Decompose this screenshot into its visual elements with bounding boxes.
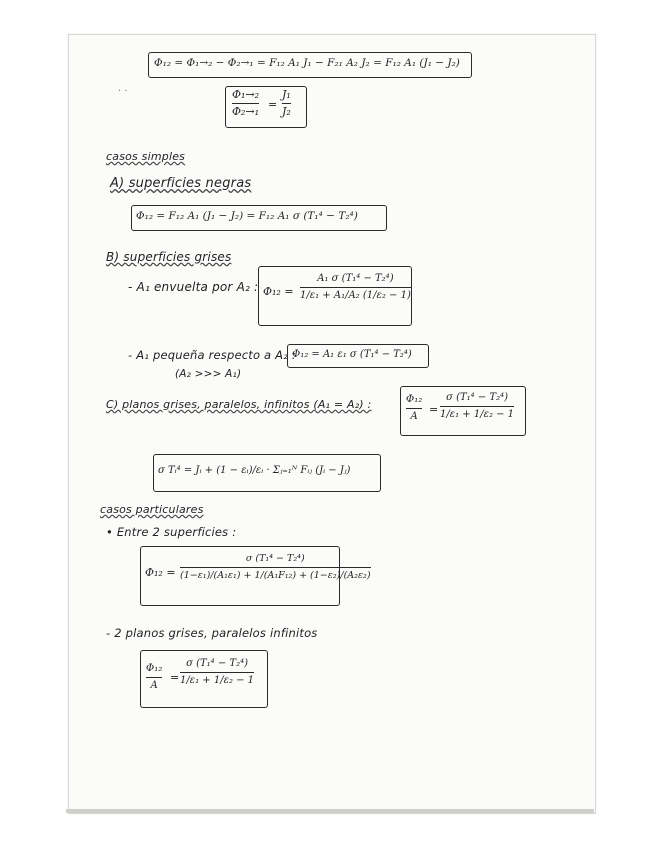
fraction-bar: [180, 672, 254, 673]
section-b-title: B) superficies grises: [106, 250, 232, 264]
section-c-title: C) planos grises, paralelos, infinitos (A₁ = A₂) :: [106, 398, 372, 411]
p1-numerator: σ (T₁⁴ − T₂⁴): [245, 553, 305, 564]
fraction-bar: [282, 103, 291, 104]
fraction-bar: [406, 408, 422, 409]
c-numerator: σ (T₁⁴ − T₂⁴): [446, 392, 508, 403]
p2-lhs-den: A: [150, 680, 158, 692]
p1-label: • Entre 2 superficies :: [106, 525, 237, 539]
ratio-lhs: [232, 88, 259, 119]
b1-lhs: Φ₁₂ =: [263, 285, 294, 298]
eq-a: Φ₁₂ = F₁₂ A₁ (J₁ − J₂) = F₁₂ A₁ σ (T₁⁴ − T₂⁴): [136, 210, 358, 222]
ratio-rhs: [282, 88, 291, 119]
ratio-lhs-den: Φ₂→₁: [232, 105, 260, 119]
c-equals: =: [429, 403, 439, 416]
p1-fraction: [180, 552, 371, 583]
section-a-title: A) superficies negras: [110, 176, 252, 191]
c-lhs-num: Φ₁₂: [406, 394, 423, 405]
c-lhs: [406, 393, 422, 424]
p1-denominator: (1−ε₁)/(A₁ε₁) + 1/(A₁F₁₂) + (1−ε₂)/(A₂ε₂): [180, 570, 371, 582]
p2-equals: =: [170, 671, 180, 684]
b2-label: - A₁ pequeña respecto a A₂ :: [128, 348, 296, 362]
b1-fraction: [300, 272, 411, 303]
margin-dots: · ·: [118, 86, 128, 97]
fraction-bar: [300, 287, 411, 288]
ratio-equals: =: [268, 98, 278, 111]
c-lhs-den: A: [410, 411, 418, 423]
p2-denominator: 1/ε₁ + 1/ε₂ − 1: [180, 675, 255, 687]
b2-eq: Φ₁₂ = A₁ ε₁ σ (T₁⁴ − T₂⁴): [292, 349, 412, 360]
c-fraction: [440, 391, 514, 422]
fraction-bar: [232, 103, 259, 104]
p2-numerator: σ (T₁⁴ − T₂⁴): [186, 658, 248, 669]
page-edge: [66, 809, 594, 813]
heading-particular-cases: casos particulares: [100, 503, 204, 516]
ratio-rhs-num: J₁: [282, 88, 291, 101]
heading-simple-cases: casos simples: [106, 150, 186, 163]
c-denominator: 1/ε₁ + 1/ε₂ − 1: [440, 409, 515, 421]
fraction-bar: [180, 567, 371, 568]
p2-fraction: [180, 657, 254, 688]
b1-label: - A₁ envuelta por A₂ :: [128, 280, 259, 294]
ratio-rhs-den: J₂: [282, 105, 291, 119]
fraction-bar: [146, 677, 162, 678]
b2-note: (A₂ >>> A₁): [175, 368, 242, 380]
p2-lhs: [146, 662, 162, 693]
b1-numerator: A₁ σ (T₁⁴ − T₂⁴): [317, 273, 394, 284]
ratio-lhs-num: Φ₁→₂: [232, 88, 260, 101]
radiosity-eq: σ Tᵢ⁴ = Jᵢ + (1 − εᵢ)/εᵢ · Σⱼ₌₁ᴺ Fᵢⱼ (Jᵢ − Jⱼ): [158, 465, 351, 476]
p2-lhs-num: Φ₁₂: [146, 663, 163, 674]
b1-denominator: 1/ε₁ + A₁/A₂ (1/ε₂ − 1): [300, 290, 411, 302]
eq-top: Φ₁₂ = Φ₁→₂ − Φ₂→₁ = F₁₂ A₁ J₁ − F₂₁ A₂ J₂ = F₁₂ A₁ (J₁ − J₂): [154, 57, 460, 69]
p2-label: - 2 planos grises, paralelos infinitos: [106, 626, 318, 640]
fraction-bar: [440, 406, 514, 407]
p1-lhs: Φ₁₂ =: [145, 566, 176, 579]
